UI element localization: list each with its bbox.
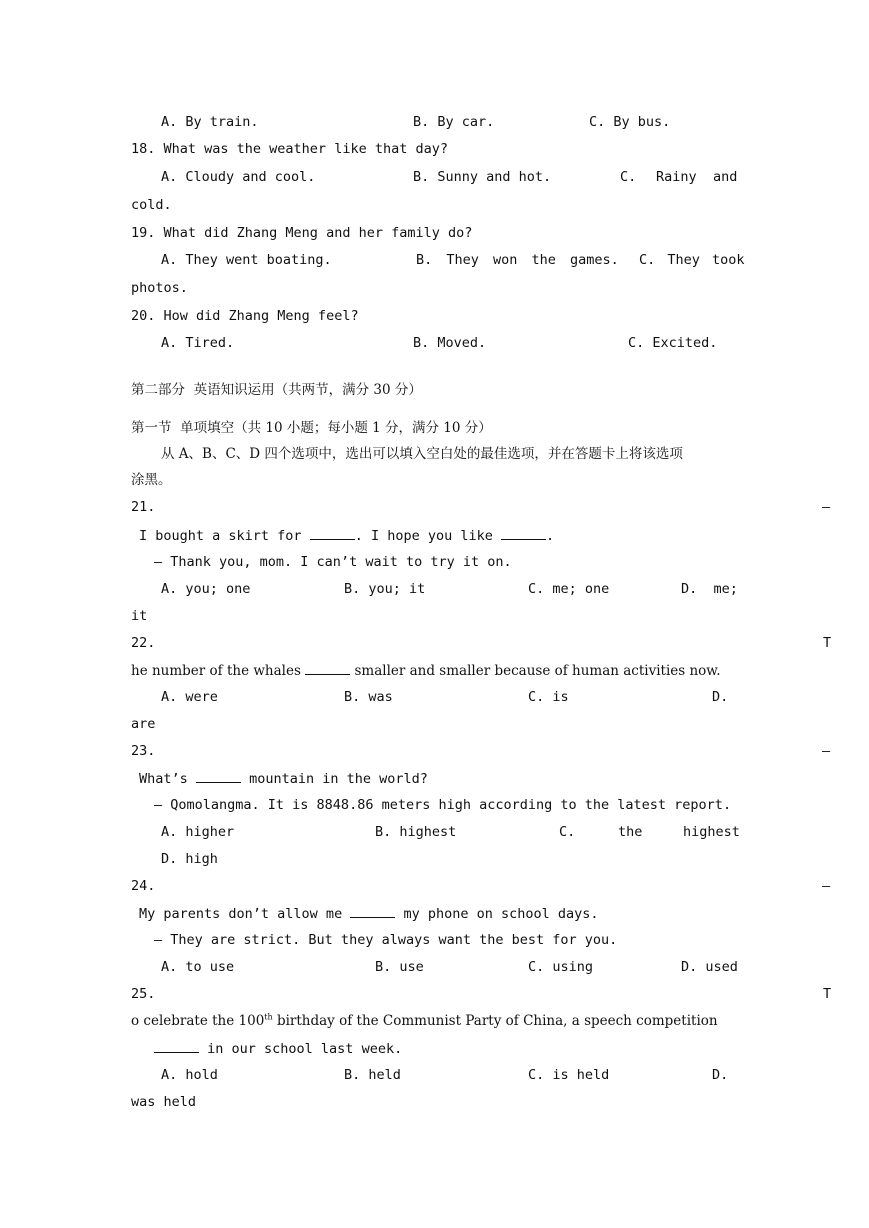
q18-option-a: A. Cloudy and cool. <box>161 169 316 185</box>
q18-option-b: B. Sunny and hot. <box>413 169 552 185</box>
q25-option-a: A. hold <box>161 1067 218 1083</box>
q24-option-c: C. using <box>528 959 594 975</box>
q23-option-b: B. highest <box>375 824 457 840</box>
q22-option-a: A. were <box>161 689 218 705</box>
q17-option-c: C. By bus. <box>589 114 671 130</box>
q25-number: 25. <box>131 986 156 1002</box>
q18-option-c-word: Rainy <box>656 169 697 185</box>
q22-first-letter: T <box>823 635 832 651</box>
q18-stem: 18. What was the weather like that day? <box>131 141 448 157</box>
instructions: 从 A、B、C、D 四个选项中，选出可以填入空白处的最佳选项，并在答题卡上将该选项 <box>161 446 683 462</box>
q24-reply: — They are strict. But they always want the best for you. <box>154 932 618 948</box>
q20-option-a: A. Tired. <box>161 335 235 351</box>
q23-reply: — Qomolangma. It is 8848.86 meters high according to the latest report. <box>154 797 732 813</box>
q25-option-d-wrap: was held <box>131 1094 197 1110</box>
q20-option-c: C. Excited. <box>628 335 718 351</box>
instructions-wrap: 涂黑。 <box>131 472 172 488</box>
q24-number: 24. <box>131 878 156 894</box>
q24-option-a: A. to use <box>161 959 235 975</box>
q23-dash: — <box>822 743 831 759</box>
q23-option-d: D. high <box>161 851 218 867</box>
q23-stem: What’s mountain in the world? <box>139 771 428 787</box>
q17-option-a: A. By train. <box>161 114 259 130</box>
q22-option-d-wrap: are <box>131 716 156 732</box>
q22-stem: he number of the whales smaller and smaller because of human activities now. <box>131 663 721 679</box>
section-title: 第二部分 英语知识运用（共两节，满分 30 分） <box>131 382 422 398</box>
q25-stem-wrap: in our school last week. <box>154 1040 402 1058</box>
q19-option-b: B. They won the games. <box>416 252 619 268</box>
q21-number: 21. <box>131 499 156 515</box>
answer-blank <box>196 770 241 783</box>
answer-blank <box>305 662 350 675</box>
q21-option-c: C. me; one <box>528 581 610 597</box>
q23-option-c: C. <box>559 824 576 840</box>
answer-blank <box>350 905 395 918</box>
q24-stem: My parents don’t allow me my phone on school days. <box>139 906 599 922</box>
q19-stem: 19. What did Zhang Meng and her family do? <box>131 225 473 241</box>
q21-option-d: D. me; <box>681 581 738 597</box>
q23-number: 23. <box>131 743 156 759</box>
q23-option-c-word: highest <box>683 824 740 840</box>
q22-number: 22. <box>131 635 156 651</box>
q21-option-a: A. you; one <box>161 581 251 597</box>
q17-option-b: B. By car. <box>413 114 495 130</box>
q19-option-c: C. They took <box>639 252 745 268</box>
q24-option-d: D. used <box>681 959 738 975</box>
q18-option-c-wrap: cold. <box>131 197 172 213</box>
q25-option-b: B. held <box>344 1067 401 1083</box>
q21-option-b: B. you; it <box>344 581 426 597</box>
q21-reply: — Thank you, mom. I can’t wait to try it on. <box>154 554 512 570</box>
answer-blank <box>154 1040 199 1053</box>
q20-option-b: B. Moved. <box>413 335 487 351</box>
q19-option-a: A. They went boating. <box>161 252 332 268</box>
q22-option-b: B. was <box>344 689 393 705</box>
q20-stem: 20. How did Zhang Meng feel? <box>131 308 359 324</box>
q21-dash: — <box>822 499 831 515</box>
q22-option-c: C. is <box>528 689 569 705</box>
q24-option-b: B. use <box>375 959 424 975</box>
q25-option-c: C. is held <box>528 1067 610 1083</box>
q23-option-a: A. higher <box>161 824 235 840</box>
q24-dash: — <box>822 878 831 894</box>
q19-option-c-wrap: photos. <box>131 280 188 296</box>
q21-option-d-wrap: it <box>131 608 148 624</box>
q23-option-c-word: the <box>618 824 643 840</box>
q25-option-d: D. <box>712 1067 729 1083</box>
part-title: 第一节 单项填空（共 10 小题；每小题 1 分，满分 10 分） <box>131 420 492 436</box>
q21-stem: I bought a skirt for . I hope you like . <box>139 528 555 544</box>
q18-option-c: C. <box>620 169 637 185</box>
q18-option-c-word: and <box>713 169 738 185</box>
q25-stem: o celebrate the 100th birthday of the Communist Party of China, a speech competition <box>131 1012 718 1029</box>
q25-first-letter: T <box>823 986 832 1002</box>
answer-blank <box>310 527 355 540</box>
q22-option-d: D. <box>712 689 729 705</box>
answer-blank <box>501 527 546 540</box>
